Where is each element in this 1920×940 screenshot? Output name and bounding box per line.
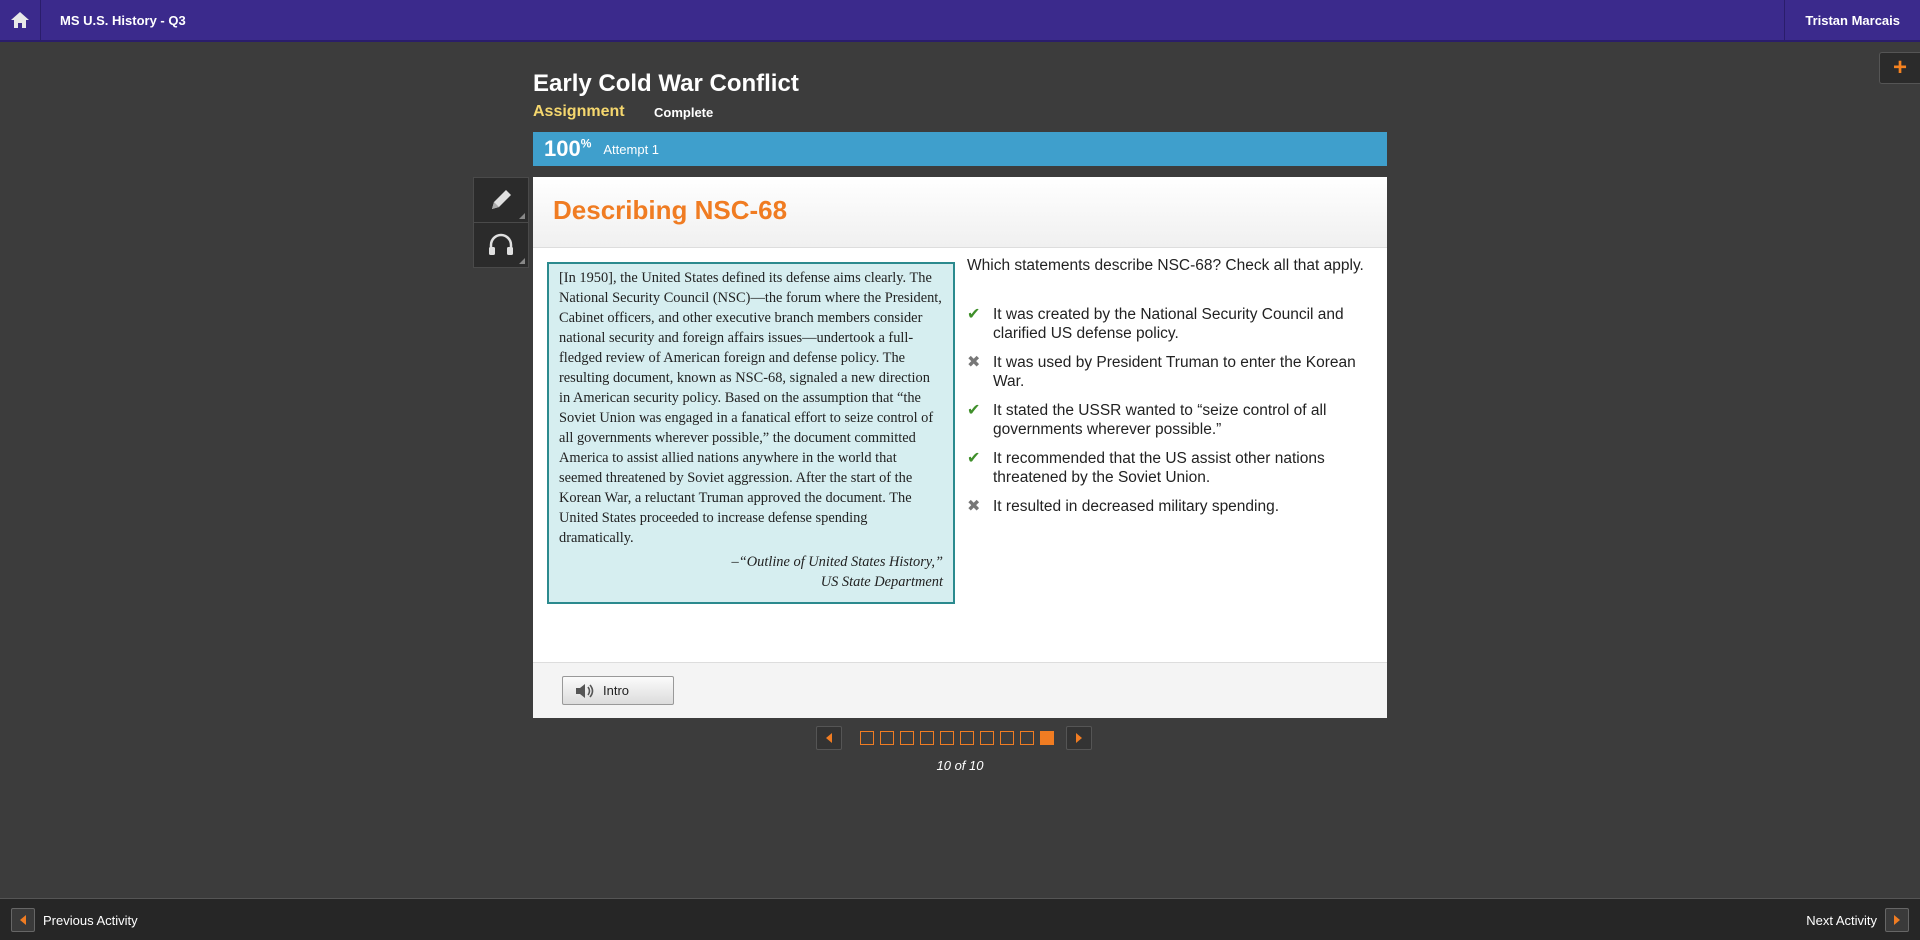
attempt-label: Attempt 1: [603, 141, 660, 157]
passage-text: [In 1950], the United States defined its defense aims clearly. The National Security Council (NSC)—the forum where the President, Cabinet officers, and other executive branch members consider national security and foreign affairs issues—undertook a full-fledged review of American foreign and defense policy. The resulting document, known as NSC-68, signaled a new direction in American security policy. Based on the assumption that “the Soviet Union was engaged in a fanatical effort to seize control of all governments wherever possible,” the document committed America to assist allied nations anywhere in the world that seemed threatened by Soviet aggression. After the start of the Korean War, a reluctant Truman approved the document. The United States proceeded to increase defense spending dramatically.: [559, 270, 942, 546]
source-line-1: –“Outline of United States History,”: [731, 554, 943, 570]
page-box-1[interactable]: [860, 731, 874, 745]
intro-audio-button[interactable]: [562, 676, 674, 705]
answer-text: It stated the USSR wanted to “seize control of all governments wherever possible.”: [993, 402, 1327, 438]
previous-activity-button[interactable]: [11, 908, 138, 932]
answer-option[interactable]: [967, 353, 1377, 391]
question-pager: [816, 726, 1092, 750]
page-box-5[interactable]: [940, 731, 954, 745]
status-label: Complete: [654, 105, 714, 120]
answer-list: [967, 305, 1377, 526]
pager-prev-button[interactable]: [816, 726, 842, 750]
answer-option[interactable]: [967, 449, 1377, 487]
tool-corner: [519, 213, 525, 219]
page-box-9[interactable]: [1020, 731, 1034, 745]
score-value: 100: [544, 136, 581, 161]
page-box-3[interactable]: [900, 731, 914, 745]
bottom-bar: [0, 898, 1920, 940]
check-icon: ✔: [967, 450, 981, 467]
question-card: [533, 177, 1387, 717]
intro-label: Intro: [603, 683, 630, 698]
user-name[interactable]: Tristan Marcais: [1784, 0, 1920, 40]
lesson-title: Early Cold War Conflict: [533, 70, 799, 97]
course-title: MS U.S. History - Q3: [60, 12, 186, 28]
question-text: Which statements describe NSC-68? Check all that apply.: [967, 257, 1364, 274]
passage-source: [559, 552, 943, 592]
prev-arrow: [11, 908, 35, 932]
answer-option[interactable]: [967, 305, 1377, 343]
headphones-icon: [487, 233, 515, 257]
x-icon: ✖: [967, 498, 981, 515]
previous-activity-label: Previous Activity: [43, 912, 138, 928]
score-bar: [533, 132, 1387, 166]
top-bar: [0, 0, 1920, 42]
check-icon: ✔: [967, 306, 981, 323]
pencil-icon: [488, 187, 514, 213]
card-header: [533, 177, 1387, 248]
answer-option[interactable]: [967, 401, 1377, 439]
pencil-tool-button[interactable]: [473, 177, 529, 223]
plus-icon: +: [1892, 54, 1907, 81]
card-footer: [533, 662, 1387, 718]
answer-text: It recommended that the US assist other nations threatened by the Soviet Union.: [993, 450, 1325, 486]
home-button[interactable]: [0, 0, 41, 40]
source-line-2: US State Department: [820, 574, 943, 590]
page-box-10[interactable]: [1040, 731, 1054, 745]
check-icon: ✔: [967, 402, 981, 419]
assignment-label: Assignment: [533, 103, 625, 120]
answer-text: It was created by the National Security Council and clarified US defense policy.: [993, 306, 1344, 342]
page-box-2[interactable]: [880, 731, 894, 745]
page-box-8[interactable]: [1000, 731, 1014, 745]
speaker-icon: [575, 683, 595, 699]
answer-text: It was used by President Truman to enter the Korean War.: [993, 354, 1356, 390]
pager-next-button[interactable]: [1066, 726, 1092, 750]
answer-text: It resulted in decreased military spending.: [993, 498, 1280, 515]
arrow-right-icon: [1893, 915, 1901, 925]
plus-button[interactable]: [1879, 52, 1920, 84]
home-icon: [10, 11, 30, 29]
next-activity-label: Next Activity: [1806, 912, 1877, 928]
answer-option[interactable]: [967, 497, 1377, 516]
score: [544, 136, 591, 162]
page-box-4[interactable]: [920, 731, 934, 745]
arrow-right-icon: [1075, 733, 1083, 743]
headphones-tool-button[interactable]: [473, 222, 529, 268]
score-unit: %: [580, 136, 592, 151]
tool-corner: [519, 258, 525, 264]
next-arrow: [1885, 908, 1909, 932]
x-icon: ✖: [967, 354, 981, 371]
card-title: Describing NSC-68: [553, 195, 788, 225]
arrow-left-icon: [825, 733, 833, 743]
page-box-6[interactable]: [960, 731, 974, 745]
next-activity-button[interactable]: [1806, 908, 1909, 932]
source-passage: [547, 262, 955, 604]
page-count: 10 of 10: [936, 758, 984, 773]
arrow-left-icon: [19, 915, 27, 925]
page-box-7[interactable]: [980, 731, 994, 745]
